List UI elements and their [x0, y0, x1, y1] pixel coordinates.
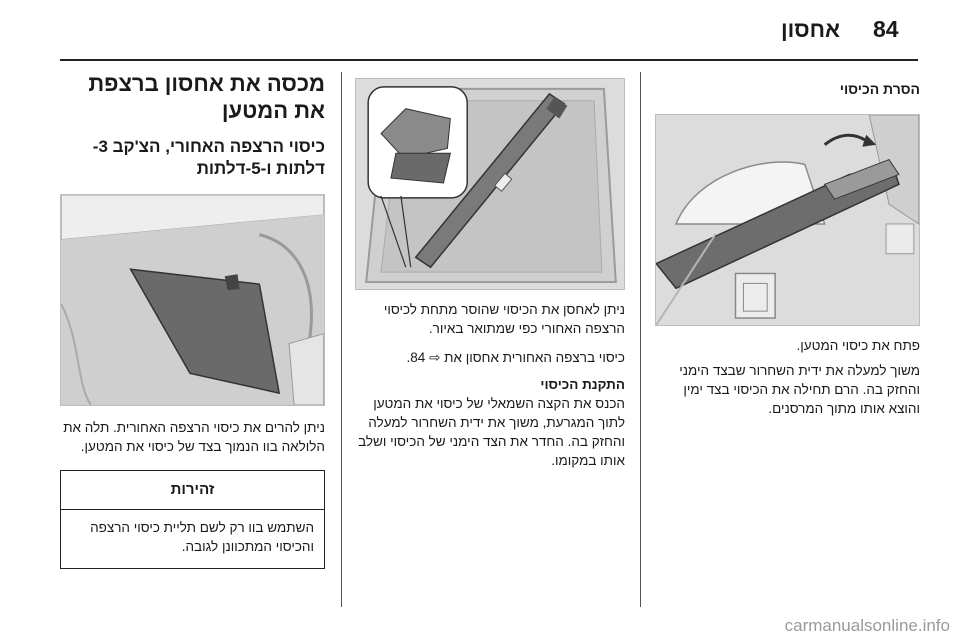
header-rule — [60, 59, 918, 61]
arrow-right-icon: ⇨ — [429, 350, 441, 365]
section-title: אחסון — [780, 17, 840, 42]
right-column — [655, 70, 920, 418]
page-header — [0, 0, 960, 60]
caution-box — [60, 470, 325, 569]
rear-floor-cover-hook-illustration-icon — [60, 194, 325, 406]
trunk-cover-storage-illustration-icon — [355, 78, 625, 290]
storage-cross-reference — [355, 348, 625, 367]
removal-step-1: פתח את כיסוי המטען. — [796, 338, 920, 353]
watermark: carmanualsonline.info — [784, 616, 950, 635]
cross-ref-text: כיסוי ברצפה האחורית אחסון את — [444, 350, 625, 365]
trunk-cover-storage-svg — [356, 79, 624, 289]
removal-step-2: משוך למעלה את ידית השחרור שבצד הימני והחזק בה. הרם תחילה את הכיסוי בצד ימין והוצא אותו מתוך המרסנים. — [679, 363, 920, 416]
cross-ref-page: 84. — [406, 350, 426, 365]
middle-column — [355, 70, 625, 470]
caution-text: השתמש בוו רק לשם תליית כיסוי הרצפה והכיסוי המתכוונן לגובה. — [90, 520, 314, 554]
trunk-cover-release-illustration-icon — [655, 114, 920, 326]
column-divider-left — [341, 72, 342, 607]
column-divider-right — [640, 72, 641, 607]
rear-floor-cover-subtitle: כיסוי הרצפה האחורי, הצ'קב 3-דלתות ו-5-דלתות — [92, 137, 325, 178]
caution-title: זהירות — [61, 471, 324, 510]
install-instructions: הכנס את הקצה השמאלי של כיסוי את המטען לתוך המגרעת, משוך את ידית השחרור למעלה והחזק בה. החדר את הצד הימני של הכיסוי ושלב אותו במקומו. — [358, 396, 625, 468]
removal-heading: הסרת הכיסוי — [839, 81, 920, 97]
storage-note: ניתן לאחסן את הכיסוי שהוסר מתחת לכיסוי הרצפה האחורי כפי שמתואר באיור. — [383, 302, 625, 336]
install-heading: התקנת הכיסוי — [540, 377, 625, 392]
floor-cover-note: ניתן להרים את כיסוי הרצפה האחורית. תלה את הלולאה בוו הנמוך בצד של כיסוי את המטען. — [63, 420, 325, 454]
rear-floor-cover-svg — [61, 195, 324, 405]
storage-section-title: מכסה את אחסון ברצפת את המטען — [88, 71, 325, 123]
page-number: 84 — [873, 16, 899, 42]
left-column — [60, 70, 325, 569]
trunk-cover-release-svg — [656, 115, 919, 325]
